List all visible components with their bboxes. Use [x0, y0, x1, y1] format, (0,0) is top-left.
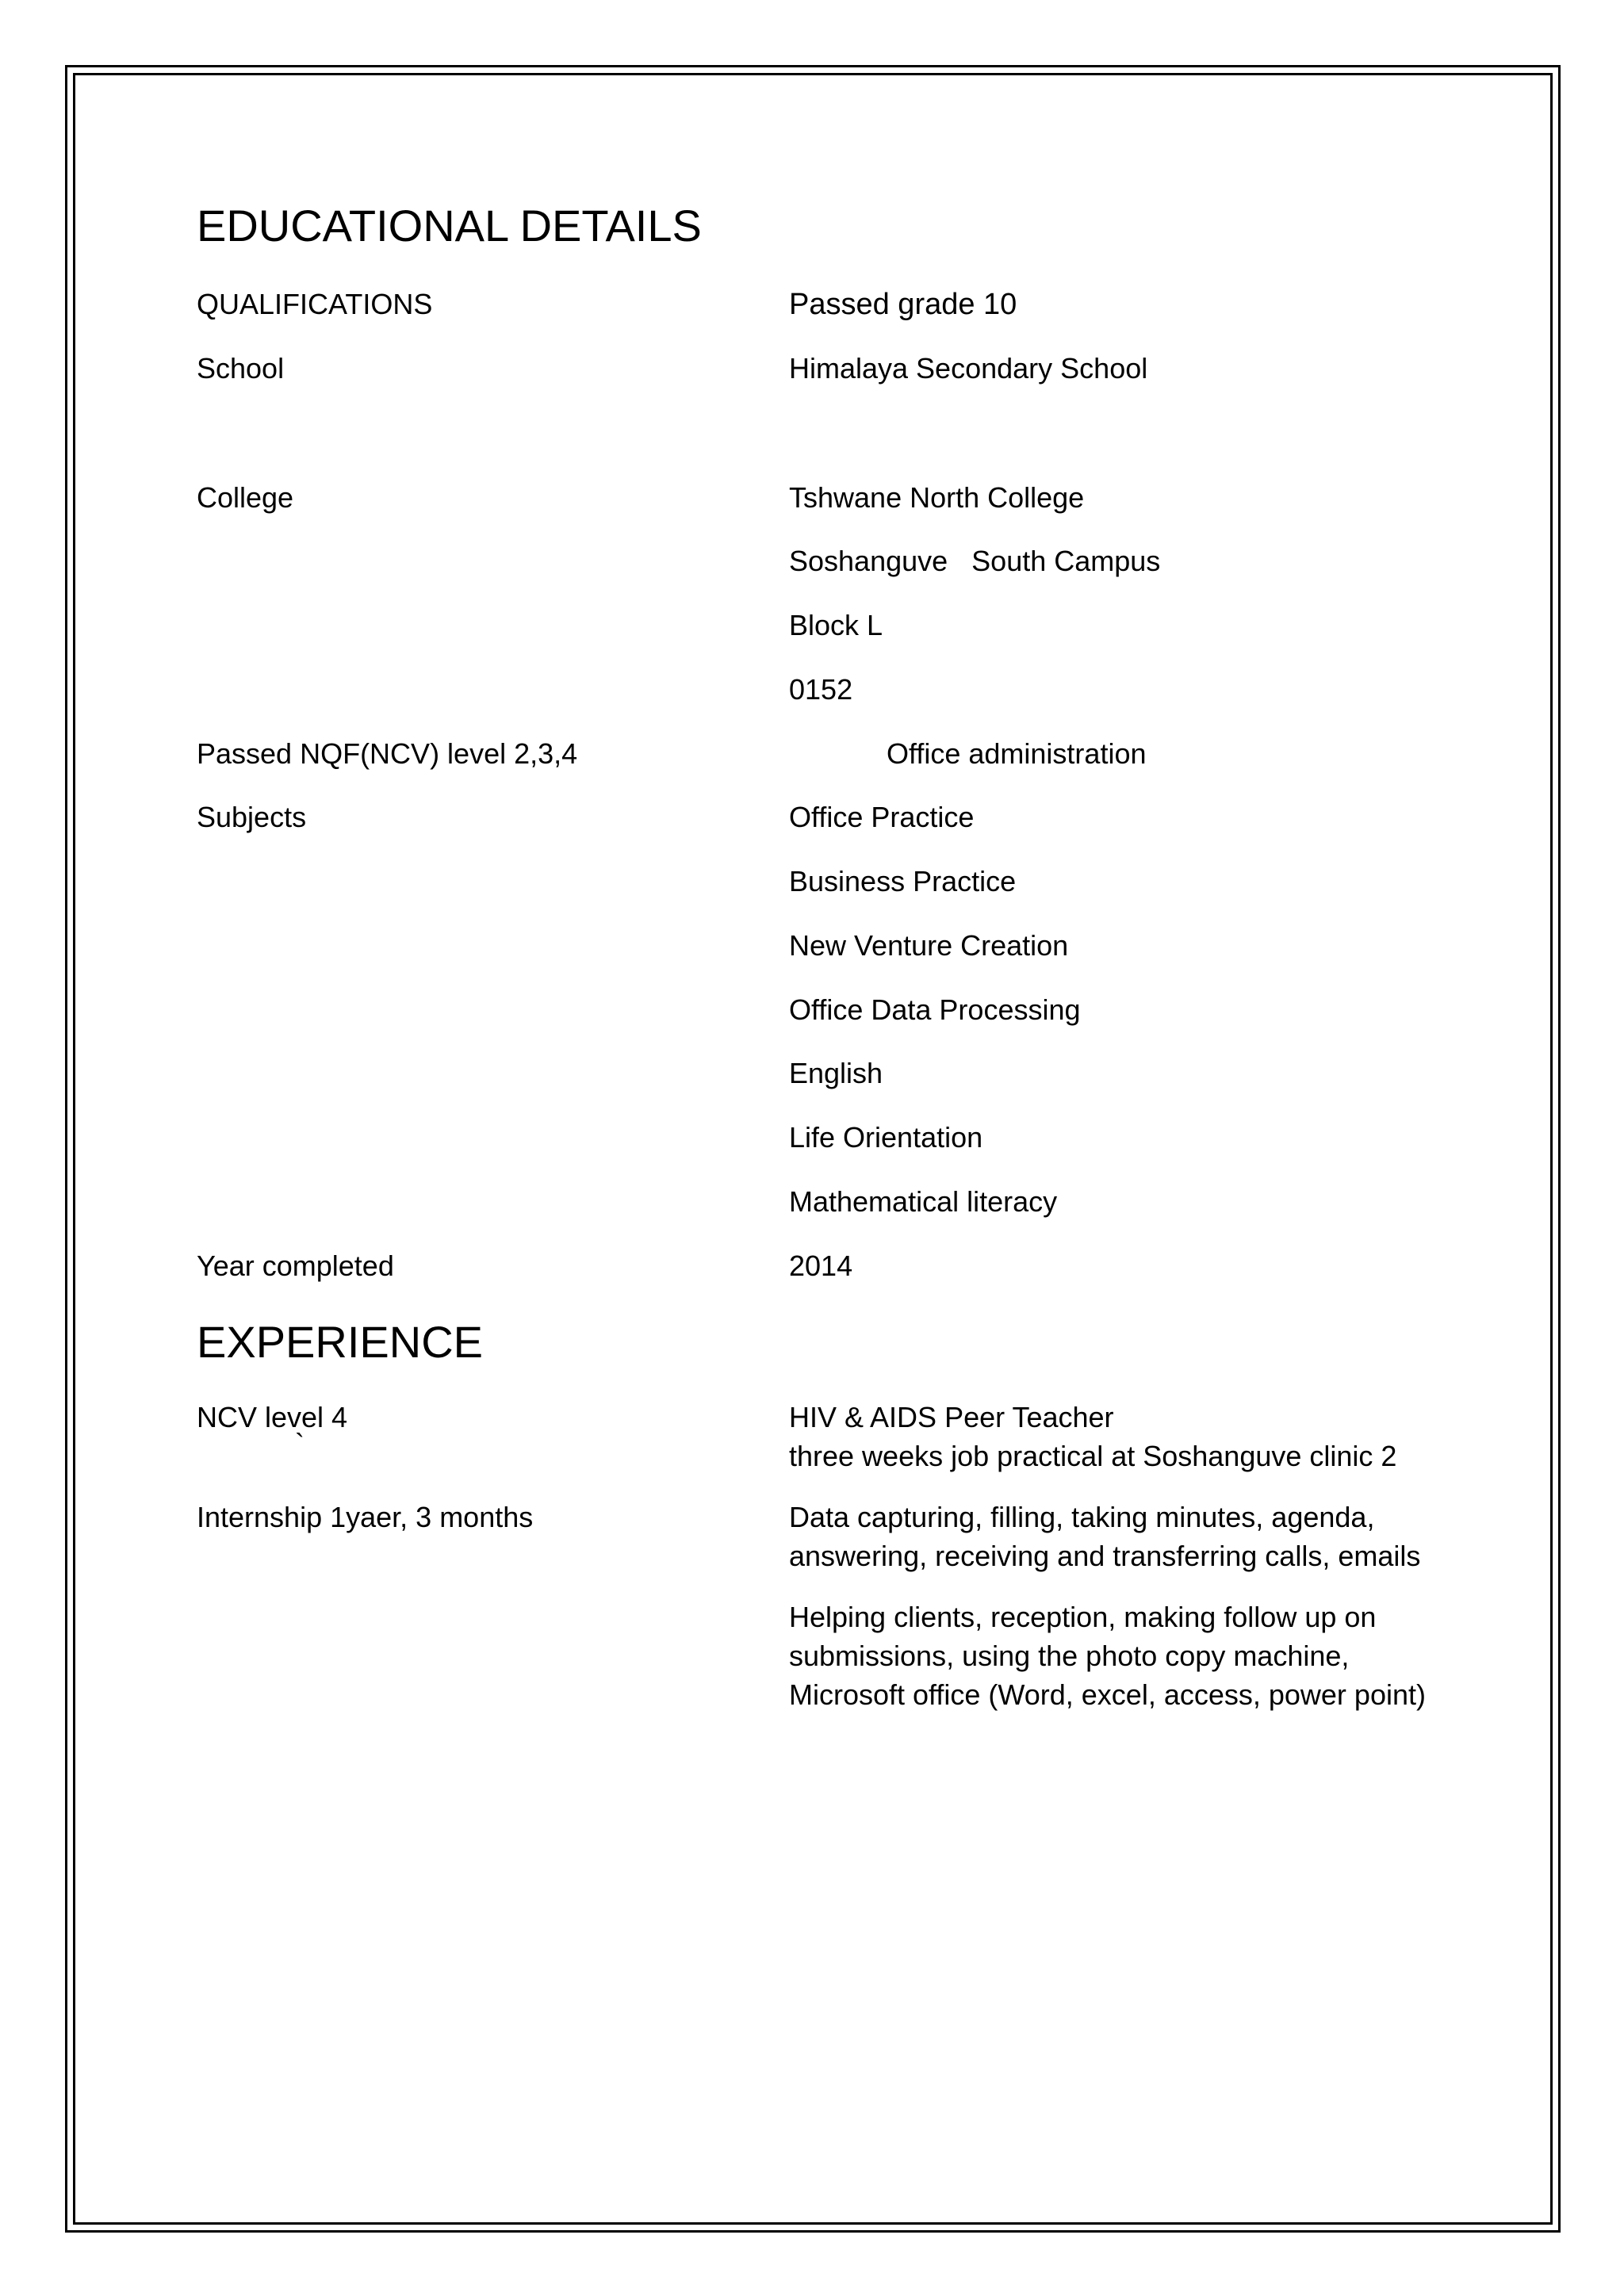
internship-duty-line: Data capturing, filling, taking minutes, agenda,	[789, 1501, 1375, 1533]
internship-duty-line: answering, receiving and transferring calls, emails	[789, 1540, 1421, 1572]
subject-item: Mathematical literacy	[789, 1185, 1058, 1218]
nqf-value: Office administration	[887, 737, 1147, 770]
qualifications-value: Passed grade 10	[789, 288, 1017, 321]
college-line: Block L	[789, 609, 883, 641]
college-line: Tshwane North College	[789, 481, 1085, 514]
experience-heading: EXPERIENCE	[197, 1317, 483, 1367]
ncv-line: three weeks job practical at Soshanguve clinic 2	[789, 1440, 1397, 1472]
subject-item: Office Practice	[789, 801, 975, 833]
subject-item: Life Orientation	[789, 1121, 983, 1154]
subject-item: English	[789, 1057, 883, 1089]
year-completed-value: 2014	[789, 1249, 853, 1282]
college-line: 0152	[789, 673, 853, 706]
school-value: Himalaya Secondary School	[789, 352, 1148, 385]
subject-item: Business Practice	[789, 865, 1017, 897]
education-heading: EDUCATIONAL DETAILS	[197, 201, 702, 251]
internship-label: Internship 1yaer, 3 months	[197, 1501, 534, 1533]
nqf-label: Passed NQF(NCV) level 2,3,4	[197, 737, 578, 770]
ncv-line: HIV & AIDS Peer Teacher	[789, 1401, 1114, 1433]
school-label: School	[197, 352, 285, 385]
internship-duty-line: Microsoft office (Word, excel, access, power point)	[789, 1678, 1426, 1711]
subjects-label: Subjects	[197, 801, 307, 833]
subject-item: New Venture Creation	[789, 929, 1069, 962]
ncv-mark: `	[295, 1428, 304, 1460]
subject-item: Office Data Processing	[789, 993, 1081, 1026]
college-line: Soshanguve South Campus	[789, 545, 1161, 577]
ncv-label: NCV level 4	[197, 1401, 348, 1433]
year-completed-label: Year completed	[197, 1249, 394, 1282]
internship-duty-line: Helping clients, reception, making follow up on	[789, 1601, 1377, 1633]
internship-duty-line: submissions, using the photo copy machine,	[789, 1640, 1350, 1672]
qualifications-label: QUALIFICATIONS	[197, 288, 433, 320]
college-label: College	[197, 481, 294, 514]
